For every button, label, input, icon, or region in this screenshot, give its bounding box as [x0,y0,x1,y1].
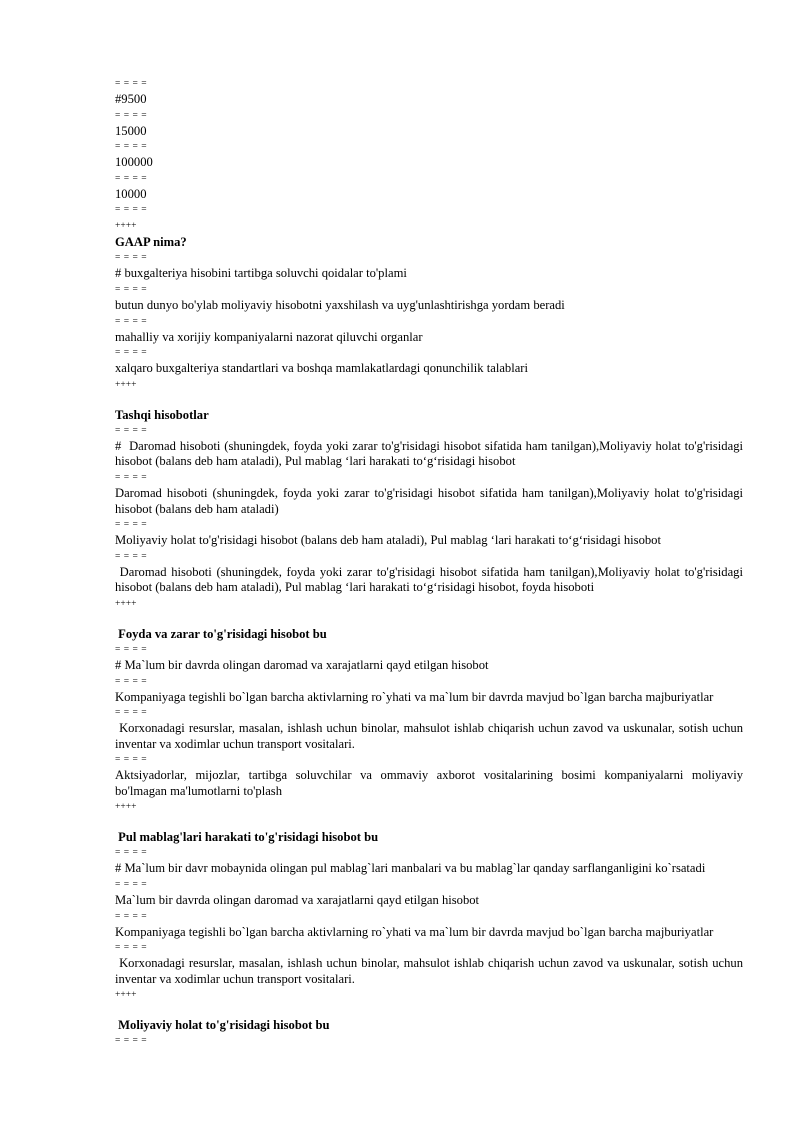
separator: = = = = [115,348,148,359]
separator: = = = = [115,284,148,295]
answer-option: Moliyaviy holat to'g'risidagi hisobot (balans deb ham ataladi), Pul mablag ‘lari harakati to‘g‘risidagi hisobot [115,533,661,548]
separator: = = = = [115,880,148,891]
answer-option-correct: # Ma`lum bir davr mobaynida olingan pul mablag`lari manbalari va bu mablag`lar qanday sarflanganligini ko`rsatadi [115,861,706,876]
question-title: Tashqi hisobotlar [115,407,209,422]
answer-option-correct: # Ma`lum bir davrda olingan daromad va xarajatlarni qayd etilgan hisobot [115,657,489,672]
question-title: Moliyaviy holat to'g'risidagi hisobot bu [115,1018,330,1033]
answer-option: Kompaniyaga tegishli bo`lgan barcha aktivlarning ro`yhati va ma`lum bir davrda mavjud bo`lgan barcha majburiyatlar [115,924,714,939]
separator: = = = = [115,253,148,264]
separator: = = = = [115,1036,148,1047]
answer-option: 10000 [115,186,147,201]
separator: = = = = [115,110,148,121]
question-end-marker: ++++ [115,221,137,232]
answer-option-correct: # buxgalteriya hisobini tartibga soluvchi qoidalar to'plami [115,266,407,281]
answer-option-correct: # Daromad hisoboti (shuningdek, foyda yoki zarar to'g'risidagi hisobot sifatida ham tanilgan),Moliyaviy holat to'g'risidagi hisobot (balans deb ham ataladi), Pul mablag ‘lari harakati to‘g‘risidagi hisobot [115,438,747,469]
document-page [115,76,747,1049]
answer-option: Ma`lum bir davrda olingan daromad va xarajatlarni qayd etilgan hisobot [115,893,480,908]
question-end-marker: ++++ [115,598,137,609]
separator: = = = = [115,205,148,216]
separator: = = = = [115,79,148,89]
separator: = = = = [115,551,148,562]
answer-option: Korxonadagi resurslar, masalan, ishlash uchun binolar, mahsulot ishlab chiqarish uchun zavod va uskunalar, sotish uchun inventar va xodimlar uchun transport vositalari. [115,956,747,986]
separator: = = = = [115,472,148,483]
question-end-marker: ++++ [115,990,137,1001]
answer-option: xalqaro buxgalteriya standartlari va boshqa mamlakatlardagi qonunchilik talablari [115,361,528,376]
question-end-marker: ++++ [115,379,137,390]
question-title: Pul mablag'lari harakati to'g'risidagi hisobot bu [115,830,379,845]
separator: = = = = [115,943,148,954]
question-end-marker: ++++ [115,802,137,813]
answer-option: 15000 [115,123,147,138]
answer-option: Aktsiyadorlar, mijozlar, tartibga soluvchilar va ommaviy axborot vositalarining bosimi kompaniyalarni moliyaviy bo'lmagan ma'lumotlarni to'plash [115,768,747,798]
question-title: GAAP nima? [115,235,187,250]
separator: = = = = [115,755,148,766]
separator: = = = = [115,644,148,655]
answer-option: mahalliy va xorijiy kompaniyalarni nazorat qiluvchi organlar [115,329,423,344]
answer-option: Daromad hisoboti (shuningdek, foyda yoki zarar to'g'risidagi hisobot sifatida ham tanilgan),Moliyaviy holat to'g'risidagi hisobot (balans deb ham ataladi), Pul mablag ‘lari harakati to‘g‘risidagi hisobot, foyda hisoboti [115,564,747,595]
separator: = = = = [115,316,148,327]
separator: = = = = [115,142,148,153]
answer-option: Daromad hisoboti (shuningdek, foyda yoki zarar to'g'risidagi hisobot sifatida ham tanilgan),Moliyaviy holat to'g'risidagi hisobot (balans deb ham ataladi) [115,485,747,516]
separator: = = = = [115,911,148,922]
separator: = = = = [115,676,148,687]
separator: = = = = [115,425,148,436]
separator: = = = = [115,708,148,719]
answer-option-correct: #9500 [115,92,147,106]
question-title: Foyda va zarar to'g'risidagi hisobot bu [115,626,327,641]
answer-option: butun dunyo bo'ylab moliyaviy hisobotni yaxshilash va uyg'unlashtirishga yordam beradi [115,297,565,312]
answer-option: Korxonadagi resurslar, masalan, ishlash uchun binolar, mahsulot ishlab chiqarish uchun zavod va uskunalar, sotish uchun inventar va xodimlar uchun transport vositalari. [115,721,747,751]
answer-option: Kompaniyaga tegishli bo`lgan barcha aktivlarning ro`yhati va ma`lum bir davrda mavjud bo`lgan barcha majburiyatlar [115,689,714,704]
answer-option: 100000 [115,155,153,170]
separator: = = = = [115,848,148,859]
separator: = = = = [115,520,148,531]
separator: = = = = [115,173,148,184]
